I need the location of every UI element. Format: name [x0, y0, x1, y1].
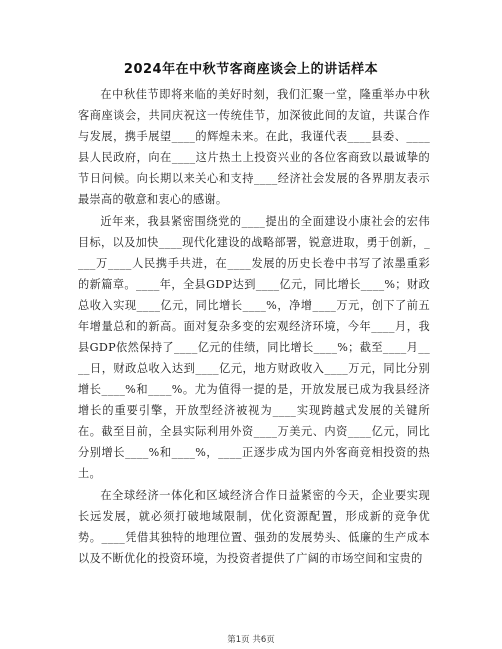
paragraph: 在中秋佳节即将来临的美好时刻，我们汇聚一堂，隆重举办中秋客商座谈会，共同庆祝这一传统佳节，加深彼此间的友谊，共谋合作与发展，携手展望____的辉煌未来。在此，我谨代表____县委、____县人民政府，向在____这片热土上投资兴业的各位客商致以最诚挚的节日问候。向长期以来关心和支持____经济社会发展的各界朋友表示最崇高的敬意和衷心的感谢。: [78, 88, 430, 206]
document-title: 2024年在中秋节客商座谈会上的讲话样本: [123, 62, 379, 77]
paragraph: 在全球经济一体化和区域经济合作日益紧密的今天，企业要实现长远发展，就必须打破地域限制，优化资源配置，形成新的竞争优势。____凭借其独特的地理位置、强劲的发展势头、低廉的生产成本以及不断优化的投资环境，为投资者提供了广阔的市场空间和宝贵的: [78, 489, 430, 565]
document-body: [78, 84, 430, 569]
paragraph: 近年来，我县紧密围绕党的____提出的全面建设小康社会的宏伟目标，以及加快____现代化建设的战略部署，锐意进取，勇于创新，____万____人民携手共进，在____发展的历史长卷中书写了浓墨重彩的新篇章。____年，全县GDP达到____亿元，同比增长____%；财政总收入实现____亿元，同比增长____%，净增____万元，创下了前五年增量总和的新高。面对复杂多变的宏观经济环境，今年____月，我县GDP依然保持了____亿元的佳绩，同比增长____%；截至____月____日，财政总收入达到____亿元，地方财政收入____万元，同比分别增长____%和____%。尤为值得一提的是，开放发展已成为我县经济增长的重要引擎，开放型经济被视为____实现跨越式发展的关键所在。截至目前，全县实际利用外资____万美元、内资____亿元，同比分别增长____%和____%，____正逐步成为国内外客商竞相投资的热土。: [78, 215, 430, 480]
page-number: 第1页 共6页: [227, 635, 275, 645]
